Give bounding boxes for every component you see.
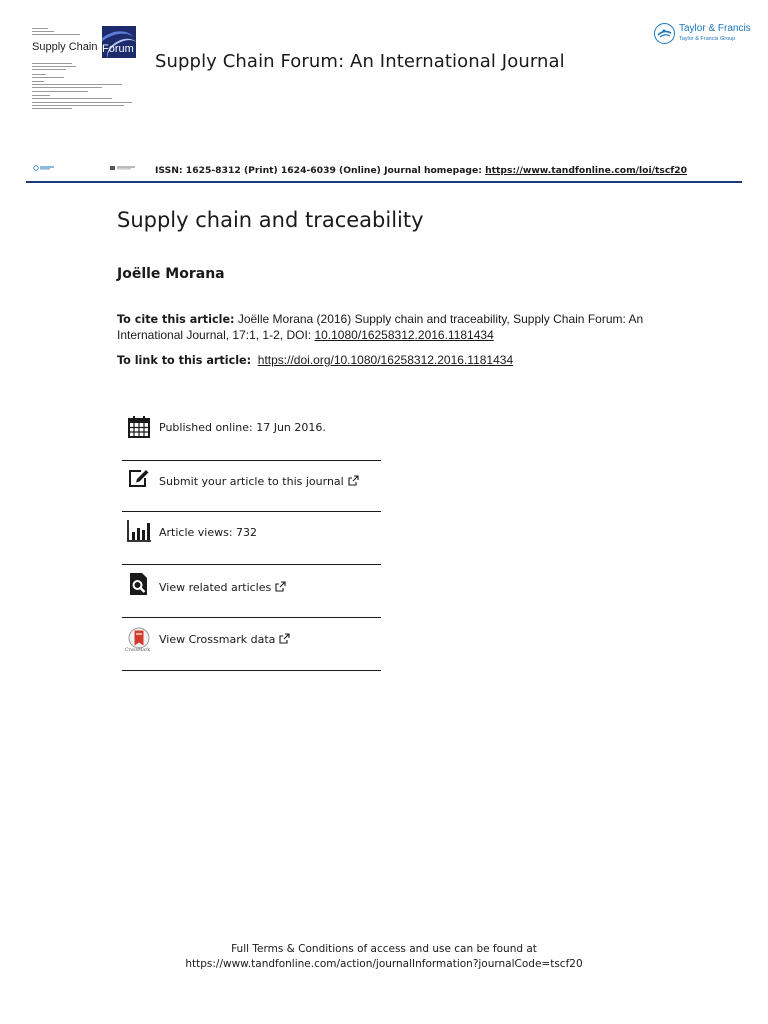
article-doi-link[interactable]: https://doi.org/10.1080/16258312.2016.1181434 [257,353,514,367]
article-author: Joëlle Morana [117,266,225,282]
related-search-icon [127,572,151,596]
citation-line1: Joëlle Morana (2016) Supply chain and traceability, Supply Chain Forum: An [234,312,644,326]
header-divider [26,181,742,183]
issn-text: ISSN: 1625-8312 (Print) 1624-6039 (Online) Journal homepage: [155,165,486,176]
edit-icon [127,466,151,490]
row-divider [122,460,381,461]
published-date: Published online: 17 Jun 2016. [159,421,326,434]
publisher-group: Taylor & Francis Group [679,36,736,42]
publisher-name: Taylor & Francis [679,23,751,34]
related-articles-label: View related articles [159,581,272,594]
small-publisher-logo-icon [33,165,55,171]
article-title: Supply chain and traceability [117,208,424,232]
row-divider [122,670,381,671]
article-link-line [117,353,513,368]
journal-homepage-link[interactable]: https://www.tandfonline.com/loi/tscf20 [485,165,688,176]
related-row[interactable] [122,570,381,600]
submit-row[interactable] [122,466,381,496]
published-row [122,414,381,444]
external-link-icon [348,475,359,486]
external-link-icon [279,633,290,644]
cover-title: Supply Chain [32,41,98,53]
bar-chart-icon [127,519,151,543]
publisher-emblem-icon [654,23,675,44]
citation-label: To cite this article: [117,313,235,326]
footer-terms-link[interactable]: https://www.tandfonline.com/action/journalInformation?journalCode=tscf20 [185,958,583,970]
journal-mini-logo-icon [110,165,136,171]
calendar-icon [127,415,151,439]
submit-article-label: Submit your article to this journal [159,475,344,488]
article-views: Article views: 732 [159,526,258,539]
citation-line2: International Journal, 17:1, 1-2, DOI: [117,327,315,342]
external-link-icon [275,581,286,592]
submit-article-link[interactable] [159,475,359,488]
views-row [122,517,381,547]
cover-logo-word: Forum [102,43,134,55]
terms-footer [0,942,768,972]
journal-cover-thumbnail [30,26,136,112]
crossmark-row[interactable] [122,624,381,658]
issn-line [155,165,687,176]
citation-block [117,312,657,343]
crossmark-caption: CrossMark [125,648,151,653]
crossmark-label: View Crossmark data [159,633,276,646]
journal-title: Supply Chain Forum: An International Journal [155,51,565,72]
row-divider [122,564,381,565]
publisher-logo [654,22,751,46]
citation-doi-link[interactable]: 10.1080/16258312.2016.1181434 [314,327,494,342]
crossmark-data-link[interactable] [159,633,290,646]
footer-line1: Full Terms & Conditions of access and use can be found at [231,943,537,955]
related-articles-link[interactable] [159,581,286,594]
row-divider [122,617,381,618]
link-label: To link to this article: [117,354,252,367]
row-divider [122,511,381,512]
